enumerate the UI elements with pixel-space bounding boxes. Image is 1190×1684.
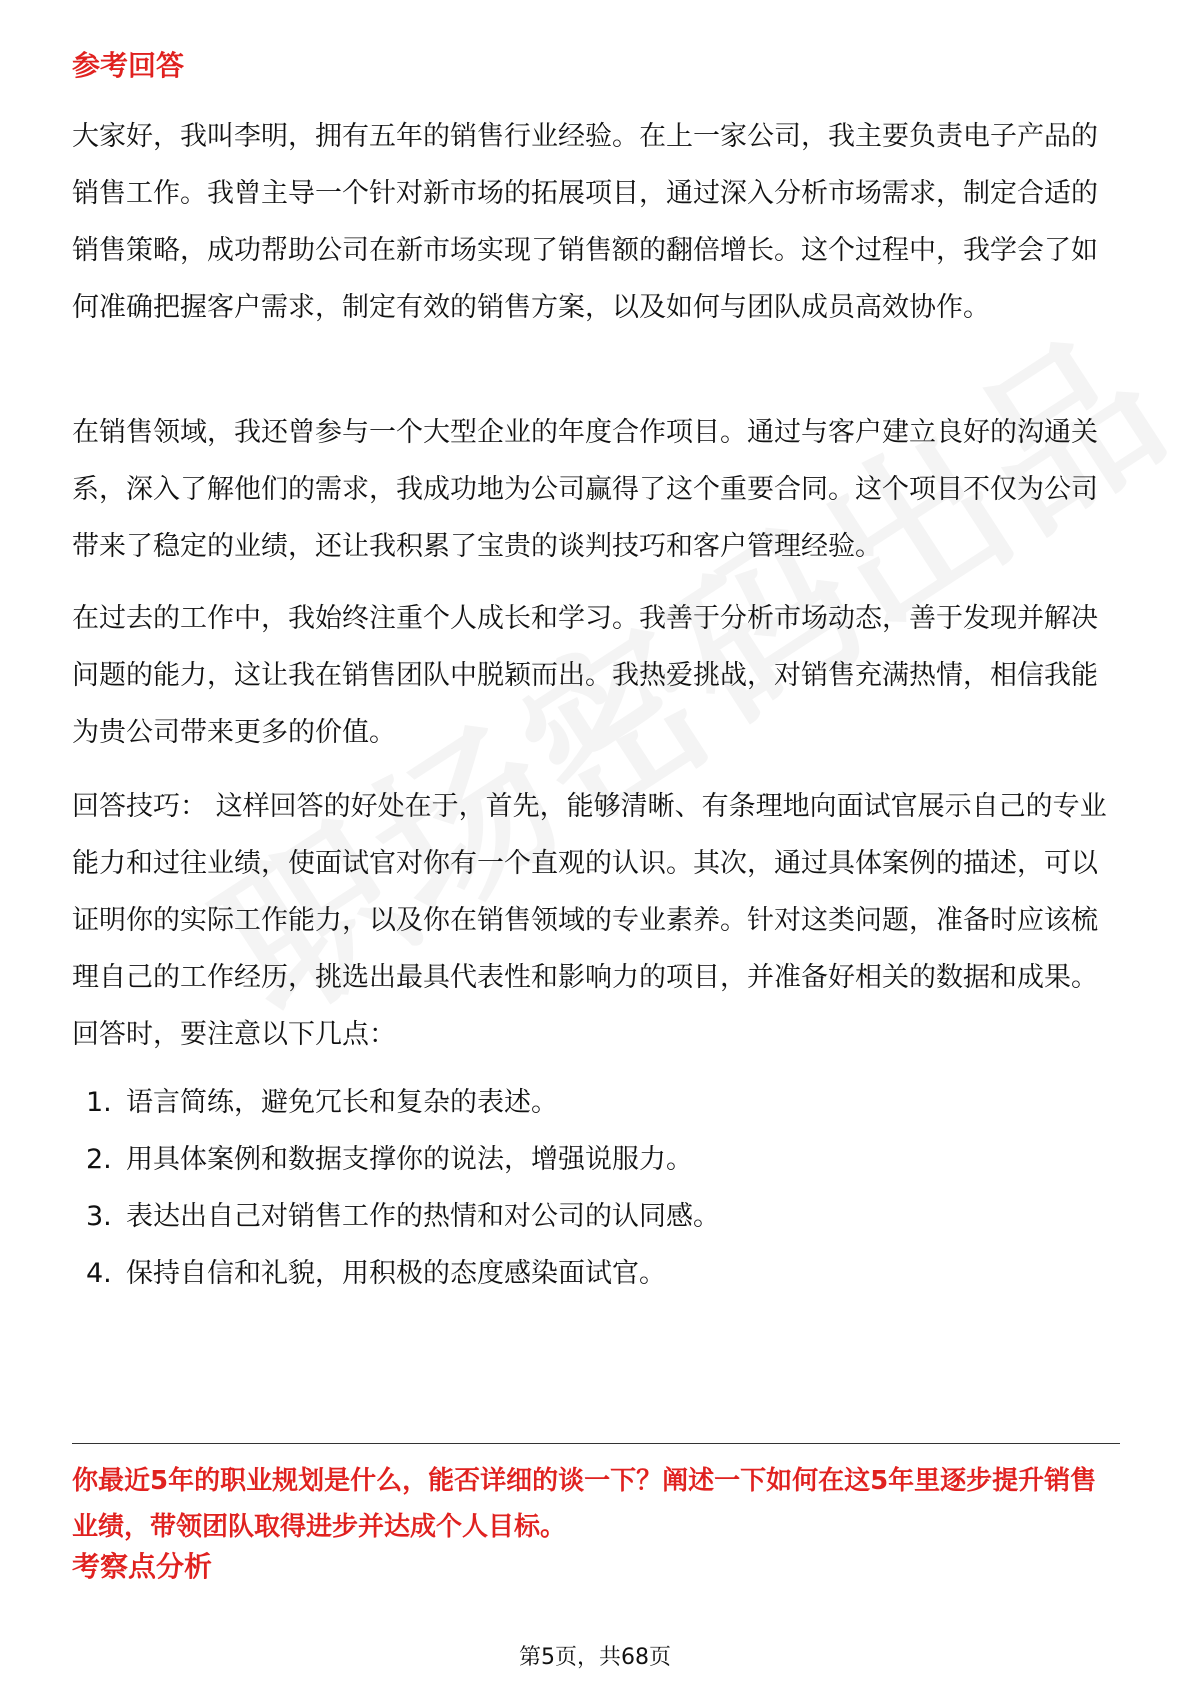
section-divider	[72, 1443, 1120, 1444]
answer-tips-paragraph: 回答技巧： 这样回答的好处在于，首先，能够清晰、有条理地向面试官展示自己的专业能力和过往业绩，使面试官对你有一个直观的认识。其次，通过具体案例的描述，可以证明你的实际工作能力，以及你在销售领域的专业素养。针对这类问题，准备时应该梳理自己的工作经历，挑选出最具代表性和影响力的项目，并准备好相关的数据和成果。回答时，要注意以下几点：	[72, 791, 1107, 1050]
list-item: 3. 表达出自己对销售工作的热情和对公司的认同感。	[86, 1201, 720, 1232]
answer-paragraph-3: 在过去的工作中，我始终注重个人成长和学习。我善于分析市场动态，善于发现并解决问题的能力，这让我在销售团队中脱颖而出。我热爱挑战，对销售充满热情，相信我能为贵公司带来更多的价值。	[72, 603, 1098, 748]
section-heading-reference-answer: 参考回答	[72, 49, 185, 82]
section-heading-analysis: 考察点分析	[72, 1550, 213, 1583]
page-number: 第5页，共68页	[519, 1645, 671, 1670]
list-item: 1. 语言简练，避免冗长和复杂的表述。	[86, 1087, 558, 1118]
answer-paragraph-1: 大家好，我叫李明，拥有五年的销售行业经验。在上一家公司，我主要负责电子产品的销售工作。我曾主导一个针对新市场的拓展项目，通过深入分析市场需求，制定合适的销售策略，成功帮助公司在新市场实现了销售额的翻倍增长。这个过程中，我学会了如何准确把握客户需求，制定有效的销售方案，以及如何与团队成员高效协作。	[72, 121, 1098, 323]
list-item: 2. 用具体案例和数据支撑你的说法，增强说服力。	[86, 1144, 693, 1175]
list-item: 4. 保持自信和礼貌，用积极的态度感染面试官。	[86, 1258, 666, 1289]
answer-paragraph-2: 在销售领域，我还曾参与一个大型企业的年度合作项目。通过与客户建立良好的沟通关系，深入了解他们的需求，我成功地为公司赢得了这个重要合同。这个项目不仅为公司带来了稳定的业绩，还让我积累了宝贵的谈判技巧和客户管理经验。	[72, 417, 1098, 562]
tips-list	[86, 1074, 1116, 1302]
next-question: 你最近5年的职业规划是什么，能否详细的谈一下？阐述一下如何在这5年里逐步提升销售业绩，带领团队取得进步并达成个人目标。	[72, 1466, 1097, 1542]
